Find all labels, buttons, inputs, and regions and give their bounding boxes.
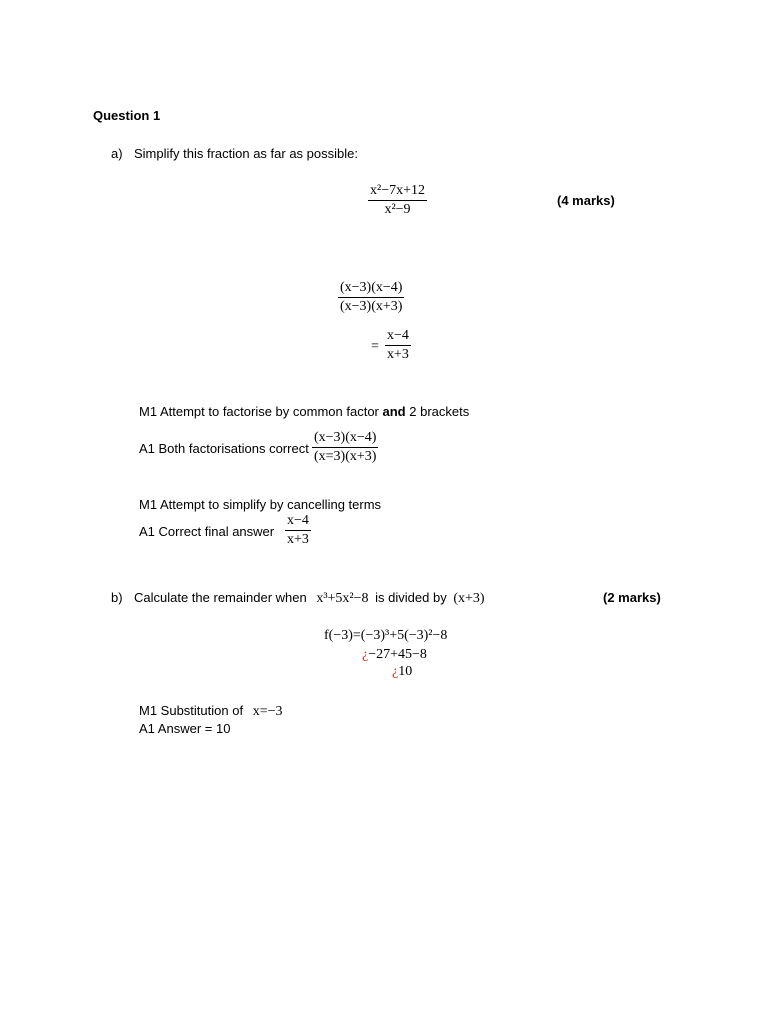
working-line-2-text: −27+45−8 [368, 647, 427, 662]
fraction-denominator: x²−9 [384, 202, 411, 217]
fraction-bar [368, 200, 427, 201]
scheme-a1-fraction [312, 430, 378, 465]
error-glyph: ¿ [362, 647, 369, 662]
factorised-numerator: (x−3)(x−4) [340, 280, 403, 295]
scheme-final-numerator: x−4 [287, 513, 309, 528]
scheme-m1-factorise [139, 404, 469, 419]
working-line-1: f(−3)=(−3)³+5(−3)²−8 [324, 628, 448, 643]
scheme-b-a1: A1 Answer = 10 [139, 721, 231, 736]
scheme-m1-post: 2 brackets [409, 404, 470, 419]
part-b-divisor: (x+3) [453, 591, 485, 606]
scheme-final-denominator: x+3 [287, 532, 309, 547]
error-glyph: ¿ [392, 664, 399, 679]
fraction-bar [385, 345, 411, 346]
part-a-marks: (4 marks) [557, 193, 615, 208]
scheme-m1-and: and [382, 404, 406, 419]
fraction-bar [285, 530, 311, 531]
part-b-marks: (2 marks) [603, 590, 661, 605]
scheme-a1-denominator: (x=3)(x+3) [314, 449, 377, 464]
scheme-m1-text: M1 Attempt to factorise by common factor [139, 404, 379, 419]
fraction-numerator: x²−7x+12 [370, 183, 425, 198]
part-b-label: b) [111, 590, 123, 605]
working-line-3-text: 10 [398, 664, 413, 679]
part-b-prompt-mid: is divided by [375, 590, 447, 605]
part-a-question-fraction [368, 183, 427, 218]
scheme-a1-factorisations: A1 Both factorisations correct [139, 441, 309, 456]
fraction-bar [312, 447, 378, 448]
part-b-prompt [134, 590, 485, 607]
part-a-prompt: Simplify this fraction as far as possible: [134, 146, 358, 161]
fraction-bar [338, 297, 404, 298]
scheme-a1-final-fraction [285, 513, 311, 548]
factorised-denominator: (x−3)(x+3) [340, 299, 403, 314]
scheme-a1-final: A1 Correct final answer [139, 524, 275, 539]
scheme-b-m1-text: M1 Substitution of [139, 703, 244, 718]
simplified-denominator: x+3 [387, 347, 409, 362]
working-line-3 [392, 664, 412, 680]
equals-sign: = [371, 339, 379, 354]
question-title: Question 1 [93, 108, 161, 123]
part-a-factorised-fraction [338, 280, 404, 315]
part-a-simplified-fraction [385, 328, 411, 363]
simplified-numerator: x−4 [387, 328, 409, 343]
scheme-b-m1-math: x=−3 [252, 704, 283, 719]
part-b-prompt-pre: Calculate the remainder when [134, 590, 307, 605]
scheme-a1-numerator: (x−3)(x−4) [314, 430, 377, 445]
scheme-b-m1 [139, 703, 282, 720]
working-line-2 [362, 647, 427, 663]
part-b-expression: x³+5x²−8 [316, 591, 369, 606]
scheme-m1-cancel: M1 Attempt to simplify by cancelling terms [139, 497, 382, 512]
part-a-label: a) [111, 146, 123, 161]
